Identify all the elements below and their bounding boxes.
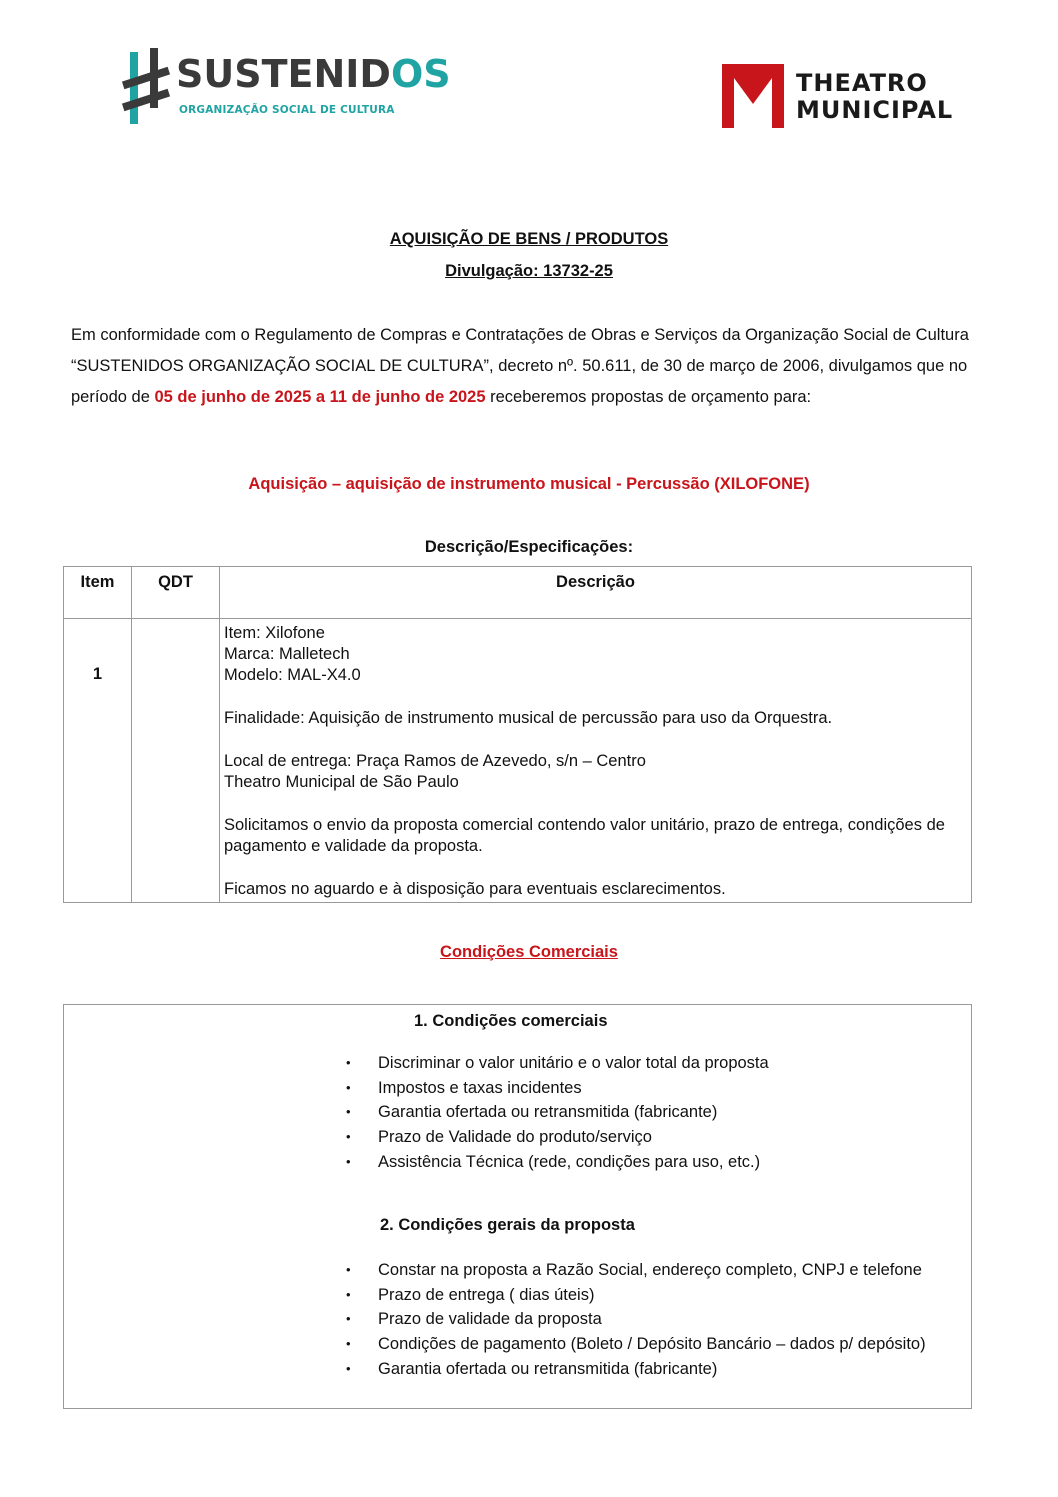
desc-marca: Marca: Malletech — [224, 645, 350, 663]
brand-subtitle: ORGANIZAÇÃO SOCIAL DE CULTURA — [179, 104, 395, 116]
cell-descricao — [220, 619, 972, 903]
bullet-icon: • — [346, 1104, 351, 1120]
header-qdt: QDT — [132, 567, 220, 619]
cell-qdt — [132, 619, 220, 903]
theatro-arch-logo-icon — [722, 64, 784, 128]
desc-ficamos: Ficamos no aguardo e à disposição para eventuais esclarecimentos. — [224, 880, 726, 898]
header-item: Item — [64, 567, 132, 619]
conditions-box — [63, 1004, 972, 1409]
sustenidos-logo — [122, 48, 451, 130]
bullet-icon: • — [346, 1129, 351, 1145]
list-item: • Garantia ofertada ou retransmitida (fabricante) — [378, 1357, 968, 1382]
list-item: • Impostos e taxas incidentes — [378, 1076, 968, 1101]
bullet-icon: • — [346, 1262, 351, 1277]
brand-name: SUSTENIDOS — [176, 52, 451, 96]
desc-solicitamos: Solicitamos o envio da proposta comercial contendo valor unitário, prazo de entrega, condições de pagamento e validade da proposta. — [224, 816, 945, 855]
hash-logo-icon — [122, 48, 172, 128]
list-item: • Constar na proposta a Razão Social, endereço completo, CNPJ e telefone — [378, 1258, 968, 1283]
divulgacao-number: Divulgação: 13732-25 — [445, 262, 613, 280]
bullet-icon: • — [346, 1311, 351, 1327]
section1-list — [346, 1051, 968, 1175]
list-item: • Discriminar o valor unitário e o valor total da proposta — [378, 1051, 968, 1076]
bullet-icon: • — [346, 1153, 351, 1169]
bullet-icon: • — [346, 1336, 351, 1352]
header-descricao: Descrição — [220, 567, 972, 619]
section2-list — [346, 1258, 968, 1382]
desc-modelo: Modelo: MAL-X4.0 — [224, 666, 361, 684]
list-item: • Assistência Técnica (rede, condições para uso, etc.) — [378, 1150, 968, 1175]
items-table — [63, 566, 972, 903]
bullet-icon: • — [346, 1079, 351, 1095]
table-header-row — [64, 567, 972, 619]
theatro-municipal-logo — [722, 64, 962, 130]
table-row — [64, 619, 972, 903]
page-title: AQUISIÇÃO DE BENS / PRODUTOS — [389, 230, 669, 248]
list-item: • Prazo de entrega ( dias úteis) — [378, 1283, 968, 1308]
list-item: • Garantia ofertada ou retransmitida (fabricante) — [378, 1100, 968, 1125]
desc-local: Local de entrega: Praça Ramos de Azevedo, s/n – Centro — [224, 752, 646, 770]
cell-item: 1 — [64, 619, 132, 903]
desc-item: Item: Xilofone — [224, 624, 325, 642]
commercial-conditions-title: Condições Comerciais — [440, 943, 618, 961]
specifications-heading: Descrição/Especificações: — [424, 538, 634, 556]
section1-heading: 1. Condições comerciais — [414, 1012, 608, 1030]
intro-paragraph: Em conformidade com o Regulamento de Compras e Contratações de Obras e Serviços da Organização Social de Cultura “SUSTENIDOS ORGANIZAÇÃO SOCIAL DE CULTURA”, decreto nº. 50.611, de 30 de março de 2006, divulgamos que no período de 05 de junho de 2025 a 11 de junho de 2025 receberemos propostas de orçamento para: — [71, 326, 969, 406]
list-item: • Condições de pagamento (Boleto / Depósito Bancário – dados p/ depósito) — [378, 1332, 968, 1357]
proposal-period: 05 de junho de 2025 a 11 de junho de 2025 — [154, 388, 486, 406]
desc-local-venue: Theatro Municipal de São Paulo — [224, 773, 459, 791]
list-item: • Prazo de validade da proposta — [378, 1307, 968, 1332]
bullet-icon: • — [346, 1286, 351, 1302]
bullet-icon: • — [346, 1360, 351, 1376]
list-item: • Prazo de Validade do produto/serviço — [378, 1125, 968, 1150]
bullet-icon: • — [346, 1055, 351, 1070]
desc-finalidade: Finalidade: Aquisição de instrumento musical de percussão para uso da Orquestra. — [224, 709, 833, 727]
acquisition-subject: Aquisição – aquisição de instrumento musical - Percussão (XILOFONE) — [248, 475, 810, 493]
theatro-municipal-name: THEATRO MUNICIPAL — [796, 69, 954, 124]
section2-heading: 2. Condições gerais da proposta — [380, 1216, 635, 1234]
